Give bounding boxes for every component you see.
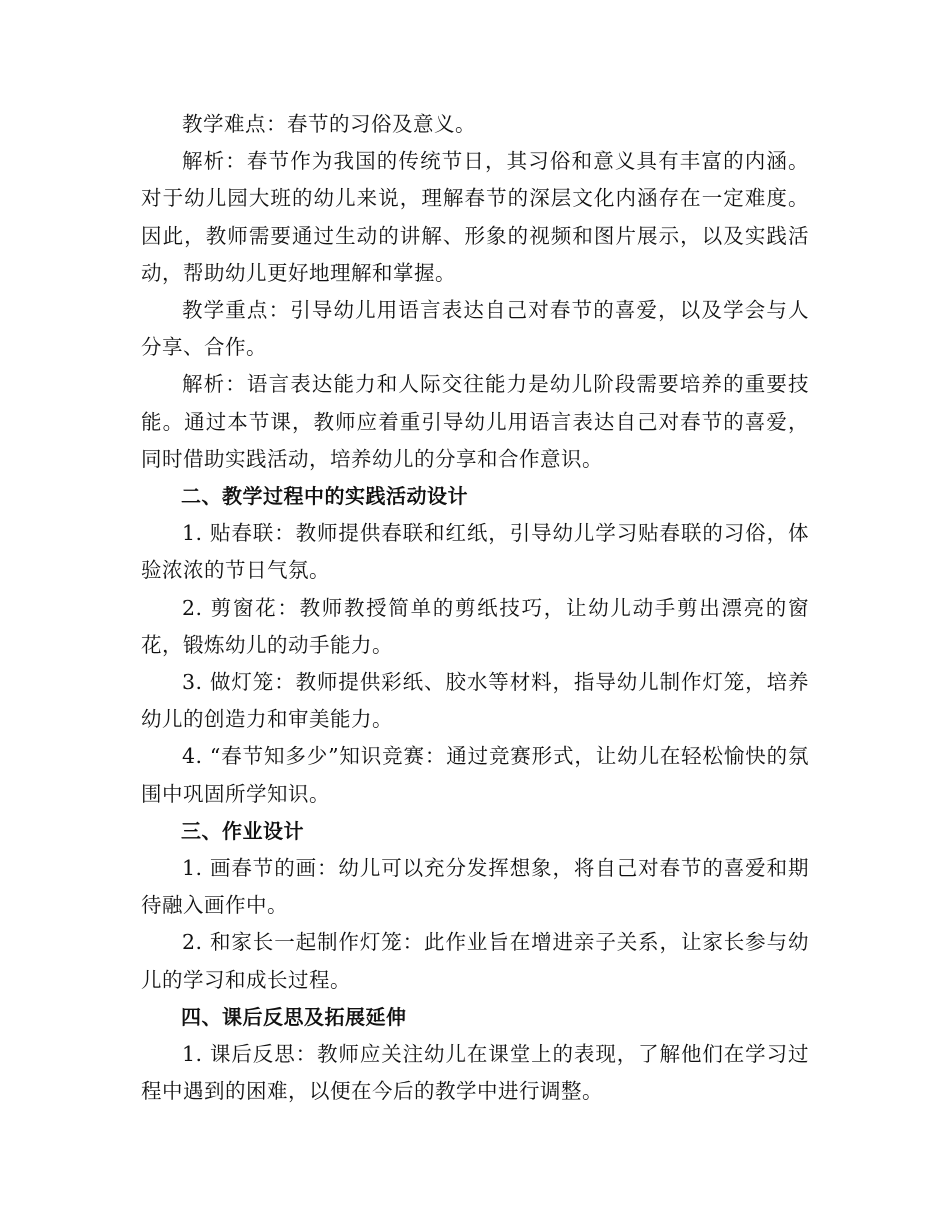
paragraph-focus-analysis: 解析：语言表达能力和人际交往能力是幼儿阶段需要培养的重要技能。通过本节课，教师应着重引导幼儿用语言表达自己对春节的喜爱，同时借助实践活动，培养幼儿的分享和合作意识。 bbox=[141, 372, 809, 471]
paragraph-difficulty: 教学难点：春节的习俗及意义。 bbox=[182, 112, 476, 136]
list-item-reflection: 1. 课后反思：教师应关注幼儿在课堂上的表现，了解他们在学习过程中遇到的困难，以便在今后的教学中进行调整。 bbox=[141, 1042, 809, 1104]
section-heading-practice: 二、教学过程中的实践活动设计 bbox=[181, 484, 468, 509]
paragraph-difficulty-analysis: 解析：春节作为我国的传统节日，其习俗和意义具有丰富的内涵。对于幼儿园大班的幼儿来说，理解春节的深层文化内涵存在一定难度。因此，教师需要通过生动的讲解、形象的视频和图片展示，以及实践活动，帮助幼儿更好地理解和掌握。 bbox=[141, 149, 809, 285]
list-item-lantern-with-parents: 2. 和家长一起制作灯笼：此作业旨在增进亲子关系，让家长参与幼儿的学习和成长过程。 bbox=[141, 930, 809, 992]
document-body bbox=[141, 106, 809, 1110]
section-heading-homework: 三、作业设计 bbox=[181, 818, 304, 843]
list-item-drawing: 1. 画春节的画：幼儿可以充分发挥想象，将自己对春节的喜爱和期待融入画作中。 bbox=[141, 856, 809, 918]
list-item-paper-cutting: 2. 剪窗花：教师教授简单的剪纸技巧，让幼儿动手剪出漂亮的窗花，锻炼幼儿的动手能力。 bbox=[141, 595, 809, 657]
list-item-spring-couplets: 1. 贴春联：教师提供春联和红纸，引导幼儿学习贴春联的习俗，体验浓浓的节日气氛。 bbox=[141, 521, 809, 583]
paragraph-focus: 教学重点：引导幼儿用语言表达自己对春节的喜爱，以及学会与人分享、合作。 bbox=[141, 298, 809, 360]
list-item-lanterns: 3. 做灯笼：教师提供彩纸、胶水等材料，指导幼儿制作灯笼，培养幼儿的创造力和审美能力。 bbox=[141, 670, 809, 732]
list-item-quiz: 4. “春节知多少”知识竞赛：通过竞赛形式，让幼儿在轻松愉快的氛围中巩固所学知识。 bbox=[141, 744, 809, 806]
section-heading-reflection: 四、课后反思及拓展延伸 bbox=[181, 1004, 407, 1029]
